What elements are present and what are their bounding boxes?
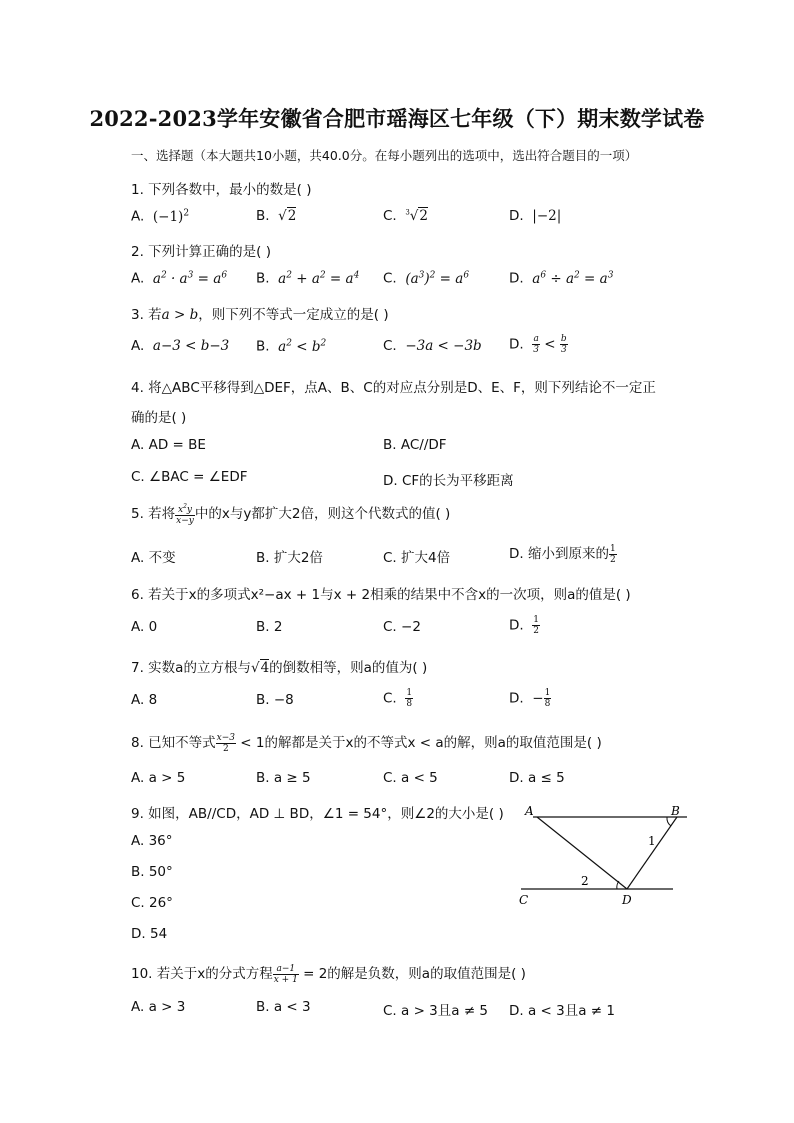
label-angle-2: 2 [581,874,589,888]
question-1-stem: 1. 下列各数中，最小的数是( ) [131,182,312,198]
q7-option-b[interactable]: B. −8 [256,692,294,708]
question-7-stem: 7. 实数a的立方根与√4的倒数相等，则a的值为( ) [131,660,428,676]
question-4-stem-line2: 确的是( ) [131,410,187,426]
q7-option-c[interactable]: C. $\frac{1}{8}$ [383,688,413,709]
label-d: D [622,893,632,907]
section-header: 一、选择题（本大题共10小题，共40.0分。在每小题列出的选项中，选出符合题目的一项） [131,148,638,163]
q1-option-c[interactable]: C. $^3$√2 [383,208,428,224]
q7-option-a[interactable]: A. 8 [131,692,158,708]
q6-option-a[interactable]: A. 0 [131,619,158,635]
question-5-stem: 5. 若将 $\frac{x^2y}{x-y}$ 中的x与y都扩大2倍，则这个代数式的值( ) [131,503,451,526]
q9-option-c[interactable]: C. 26° [131,895,173,911]
segment-bd [627,817,677,889]
q10-option-b[interactable]: B. a < 3 [256,999,311,1015]
angle-1-arc [667,817,671,826]
q10-option-c[interactable]: C. a > 3且a ≠ 5 [383,1003,489,1019]
q8-option-c[interactable]: C. a < 5 [383,770,438,786]
q2-option-a[interactable]: A. $a^2 \cdot a^3 = a^6$ [131,270,228,287]
q6-option-d[interactable]: D. $\frac{1}{2}$ [509,615,540,636]
q3-option-c[interactable]: C. −3a < −3b [383,338,482,354]
label-b: B [671,804,680,818]
q3-option-a[interactable]: A. a−3 < b−3 [131,338,230,354]
q5-option-c[interactable]: C. 扩大4倍 [383,550,451,566]
question-4-stem-line1: 4. 将△ABC平移得到△DEF，点A、B、C的对应点分别是D、E、F，则下列结论不一定正 [131,380,656,396]
q3-option-d[interactable]: D. $\frac{a}{3}$ < $\frac{b}{3}$ [509,334,567,355]
q10-option-a[interactable]: A. a > 3 [131,999,186,1015]
page-title: 2022-2023学年安徽省合肥市瑶海区七年级（下）期末数学试卷 [89,106,705,131]
q5-option-a[interactable]: A. 不变 [131,550,176,566]
q8-option-d[interactable]: D. a ≤ 5 [509,770,565,786]
question-8-stem: 8. 已知不等式 $\frac{x-3}{2}$ < 1的解都是关于x的不等式x < a的解，则a的取值范围是( ) [131,732,602,754]
question-10-stem: 10. 若关于x的分式方程 $\frac{a-1}{x + 1}$ = 2的解是负数，则a的取值范围是( ) [131,963,526,985]
q9-option-d[interactable]: D. 54 [131,926,168,942]
q1-option-b[interactable]: B. √2 [256,208,297,224]
q9-option-a[interactable]: A. 36° [131,833,173,849]
q2-option-d[interactable]: D. $a^6 \div a^2 = a^3$ [509,270,614,287]
question-3-stem: 3. 若a > b，则下列不等式一定成立的是( ) [131,307,389,323]
q10-option-d[interactable]: D. a < 3且a ≠ 1 [509,1003,615,1019]
angle-2-arc [617,881,619,889]
question-9-stem: 9. 如图，AB//CD，AD ⊥ BD，∠1 = 54°，则∠2的大小是( ) [131,806,504,822]
q8-option-a[interactable]: A. a > 5 [131,770,186,786]
q9-figure [515,800,700,910]
q5-option-d[interactable]: D. 缩小到原来的 $\frac{1}{2}$ [509,543,616,565]
question-2-stem: 2. 下列计算正确的是( ) [131,244,271,260]
q1-option-a[interactable]: A. $(-1)^2$ [131,208,190,225]
label-c: C [519,893,529,907]
question-6-stem: 6. 若关于x的多项式x²−ax + 1与x + 2相乘的结果中不含x的一次项，则a的值是( ) [131,587,631,603]
q3-option-b[interactable]: B. $a^2 < b^2$ [256,338,327,355]
q4-option-b[interactable]: B. AC//DF [383,437,447,453]
q1-option-d[interactable]: D. |−2| [509,208,562,224]
q4-option-d[interactable]: D. CF的长为平移距离 [383,473,514,489]
q5-option-b[interactable]: B. 扩大2倍 [256,550,323,566]
q6-option-c[interactable]: C. −2 [383,619,421,635]
q4-option-a[interactable]: A. AD = BE [131,437,206,453]
q8-option-b[interactable]: B. a ≥ 5 [256,770,311,786]
label-a: A [525,804,534,818]
q6-option-b[interactable]: B. 2 [256,619,283,635]
q9-option-b[interactable]: B. 50° [131,864,173,880]
q2-option-c[interactable]: C. $(a^3)^2 = a^6$ [383,270,470,287]
q7-option-d[interactable]: D. − $\frac{1}{8}$ [509,688,551,709]
q2-option-b[interactable]: B. $a^2 + a^2 = a^4$ [256,270,360,287]
label-angle-1: 1 [648,834,656,848]
q4-option-c[interactable]: C. ∠BAC = ∠EDF [131,469,248,485]
